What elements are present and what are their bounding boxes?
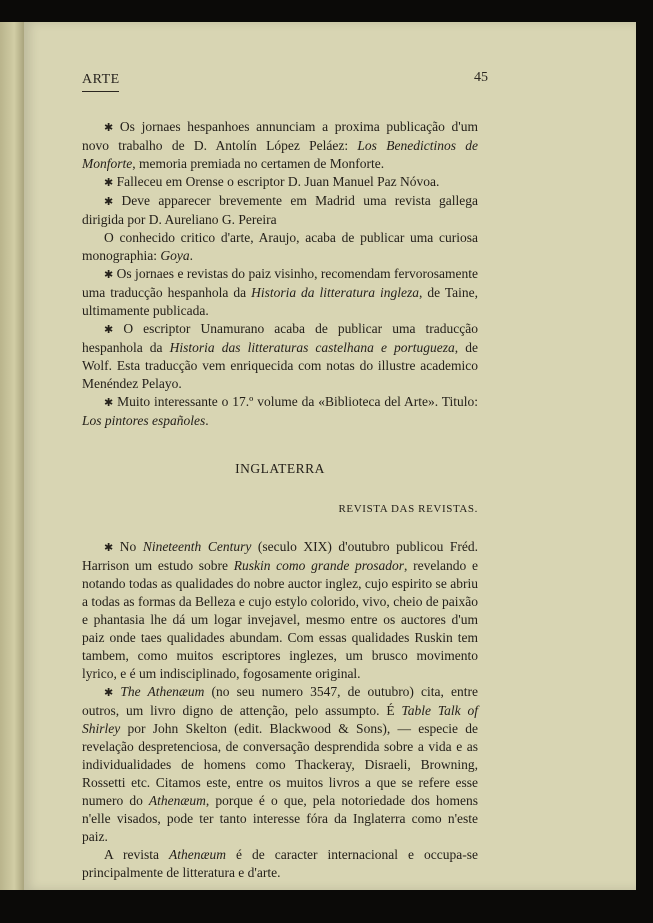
asterism-icon: ✱ xyxy=(104,196,114,208)
left-page-edge xyxy=(0,22,24,890)
paragraph-4: O conhecido critico d'arte, Araujo, acaba de publicar uma curiosa monographia: Goya. xyxy=(82,230,478,263)
paragraph-8: ✱ No Nineteenth Century (seculo XIX) d'outubro publicou Fréd. Harrison um estudo sobre Ruskin como grande prosador, revelando e notando todas as qualidades do nobre auctor inglez, cujo espirito se abriu a todas as formas da Belleza e cujo estylo colorido, vivo, cheio de paixão e phantasia lhe dá um logar invejavel, mesmo entre os auctores d'um paiz onde taes qualidades abundam. Com essas qualidades Ruskin tem tambem, como muitos escriptores inglezes, um brusco movimento lyrico, e é um indisciplinado, fogosamente original. xyxy=(82,539,479,681)
running-header xyxy=(82,70,488,96)
asterism-icon: ✱ xyxy=(104,269,114,281)
paragraph-6: ✱ O escriptor Unamurano acaba de publicar uma traducção hespanhola da Historia das litteraturas castelhana e portugueza, de Wolf. Esta traducção vem enriquecida com notas do illustre academico Menéndez Pelayo. xyxy=(82,321,479,391)
page-body xyxy=(82,118,478,882)
asterism-icon: ✱ xyxy=(104,177,114,189)
running-title: ARTE xyxy=(82,72,120,87)
title-underline xyxy=(82,91,119,92)
paragraph-2: ✱ Falleceu em Orense o escriptor D. Juan Manuel Paz Nóvoa. xyxy=(104,174,440,189)
paragraph-10: A revista Athenæum é de caracter internacional e occupa-se principalmente de litteratura e d'arte. xyxy=(82,847,478,880)
paragraph-7: ✱ Muito interessante o 17.º volume da «Biblioteca del Arte». Titulo: Los pintores españoles. xyxy=(82,394,478,428)
page-number: 45 xyxy=(474,70,488,85)
asterism-icon: ✱ xyxy=(104,324,114,336)
paragraph-1: ✱ Os jornaes hespanhoes annunciam a proxima publicação d'um novo trabalho de D. Antolín López Peláez: Los Benedictinos de Monforte, memoria premiada no certamen de Monforte. xyxy=(82,119,479,171)
paragraph-5: ✱ Os jornaes e revistas do paiz visinho, recomendam fervorosamente uma traducção hespanhola da Historia da litteratura ingleza, de Taine, ultimamente publicada. xyxy=(82,266,478,318)
section-heading: INGLATERRA xyxy=(235,461,325,476)
asterism-icon: ✱ xyxy=(104,687,114,699)
section-subheading: REVISTA DAS REVISTAS. xyxy=(338,503,478,515)
asterism-icon: ✱ xyxy=(104,397,114,409)
paragraph-3: ✱ Deve apparecer brevemente em Madrid uma revista gallega dirigida por D. Aureliano G. Pereira xyxy=(82,193,479,227)
paragraph-9: ✱ The Athenæum (no seu numero 3547, de outubro) cita, entre outros, um livro digno de attenção, pelo assumpto. É Table Talk of Shirley por John Skelton (edit. Blackwood & Sons), — especie de revelação despretenciosa, de conversação desprendida sobre a vida e as individualidades de homens como Thackeray, Disraeli, Browning, Rossetti etc. Citamos este, entre os muitos livros a que se refere esse numero do Athenæum, porque é o que, pela notoriedade dos homens n'elle visados, pode ter tanto interesse fóra da Inglaterra como n'este paiz. xyxy=(82,684,478,844)
asterism-icon: ✱ xyxy=(104,122,114,134)
asterism-icon: ✱ xyxy=(104,542,114,554)
